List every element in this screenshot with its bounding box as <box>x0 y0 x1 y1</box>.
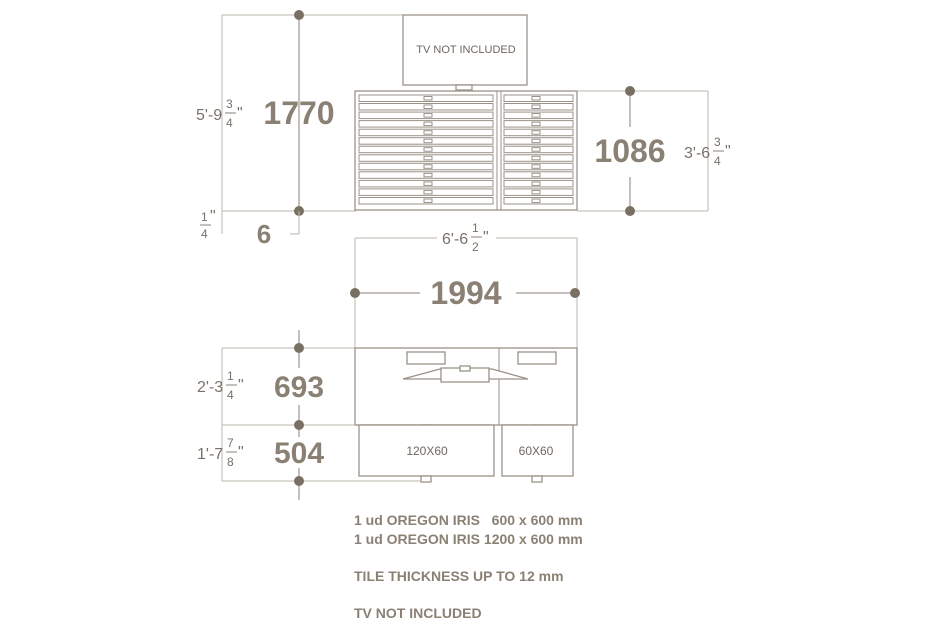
imperial-num: 1 <box>201 210 208 224</box>
note-tile-thickness: TILE THICKNESS UP TO 12 mm <box>354 568 564 584</box>
imperial-num: 3 <box>226 97 233 111</box>
slat-handle <box>424 97 432 101</box>
depth-mm-value: 693 <box>273 371 325 404</box>
cabinet-height-mm-value: 1086 <box>594 133 666 169</box>
imperial-num: 1 <box>472 221 479 235</box>
imperial-num: 7 <box>227 436 234 450</box>
slat-handle <box>424 199 432 203</box>
foot <box>532 476 542 482</box>
slat-handle <box>424 105 432 109</box>
base-gap-mm-value: 6 <box>256 219 272 249</box>
slat-handle <box>424 182 432 186</box>
top-view <box>197 221 580 500</box>
slat-handle <box>424 131 432 135</box>
imperial-den: 2 <box>472 240 479 254</box>
slat-handle <box>532 148 540 152</box>
depth-imperial-value <box>197 369 244 402</box>
slat-handle <box>424 122 432 126</box>
imperial-den: 4 <box>226 116 233 130</box>
imperial-whole: 1'-7 <box>197 446 224 463</box>
slat-handle <box>424 139 432 143</box>
imperial-whole: 6'-6 <box>442 231 469 248</box>
slat-handle <box>424 190 432 194</box>
slat-handle <box>532 97 540 101</box>
front-view <box>196 10 731 249</box>
slat-handle <box>424 114 432 118</box>
imperial-unit: " <box>725 143 731 160</box>
imperial-num: 1 <box>227 369 234 383</box>
imperial-den: 8 <box>227 455 234 469</box>
slat-handle <box>532 139 540 143</box>
cabinet-front <box>355 91 577 210</box>
imperial-whole: 2'-3 <box>197 379 224 396</box>
slat-handle <box>532 199 540 203</box>
slat-handle <box>532 114 540 118</box>
imperial-whole: 3'-6 <box>684 145 711 162</box>
note-tv-not-included: TV NOT INCLUDED <box>354 605 482 621</box>
tile-trays <box>359 425 573 482</box>
slat-handle <box>532 173 540 177</box>
tile-right-label: 60X60 <box>518 444 554 458</box>
slat-handle <box>424 173 432 177</box>
imperial-den: 4 <box>714 154 721 168</box>
cabinet-height-imperial-value <box>684 135 731 168</box>
note-tile-600: 1 ud OREGON IRIS 600 x 600 mm <box>354 512 583 528</box>
height-imperial-value <box>196 97 243 130</box>
imperial-unit: " <box>237 105 243 122</box>
slat-handle <box>424 156 432 160</box>
cabinet-top <box>355 348 577 431</box>
foot <box>421 476 431 482</box>
slat-handle <box>424 148 432 152</box>
tile-depth-mm-value: 504 <box>273 437 325 470</box>
handle-slot <box>518 352 556 364</box>
slat-handle <box>532 105 540 109</box>
tile-left-label: 120X60 <box>406 444 448 458</box>
imperial-whole: 5'-9 <box>196 107 223 124</box>
slat-handle <box>532 182 540 186</box>
base-gap-imperial-value <box>200 208 216 241</box>
dim-marker <box>294 343 304 353</box>
imperial-unit: " <box>210 208 216 225</box>
height-mm-value: 1770 <box>263 95 335 131</box>
imperial-den: 4 <box>227 388 234 402</box>
dim-marker <box>570 288 580 298</box>
dim-marker <box>294 10 304 20</box>
imperial-unit: " <box>238 444 244 461</box>
slat-handle <box>532 122 540 126</box>
dim-marker <box>625 86 635 96</box>
tv-base-connector <box>460 366 470 371</box>
tv-label: TV NOT INCLUDED <box>416 44 516 56</box>
note-tile-1200: 1 ud OREGON IRIS 1200 x 600 mm <box>354 531 583 547</box>
handle-slot <box>407 352 445 364</box>
slat-handle <box>532 131 540 135</box>
tile-depth-imperial-value <box>197 436 244 469</box>
dim-marker <box>625 206 635 216</box>
width-imperial-value <box>442 221 489 254</box>
slat-handle <box>424 165 432 169</box>
slat-handle <box>532 165 540 169</box>
imperial-den: 4 <box>201 227 208 241</box>
dim-marker <box>350 288 360 298</box>
tv-outline <box>403 15 527 90</box>
slat-handle <box>532 190 540 194</box>
width-mm-value: 1994 <box>430 275 502 311</box>
dim-marker <box>294 476 304 486</box>
slat-handle <box>532 156 540 160</box>
imperial-unit: " <box>483 229 489 246</box>
tv-stand <box>456 85 472 90</box>
imperial-num: 3 <box>714 135 721 149</box>
dim-marker <box>294 420 304 430</box>
imperial-unit: " <box>238 377 244 394</box>
